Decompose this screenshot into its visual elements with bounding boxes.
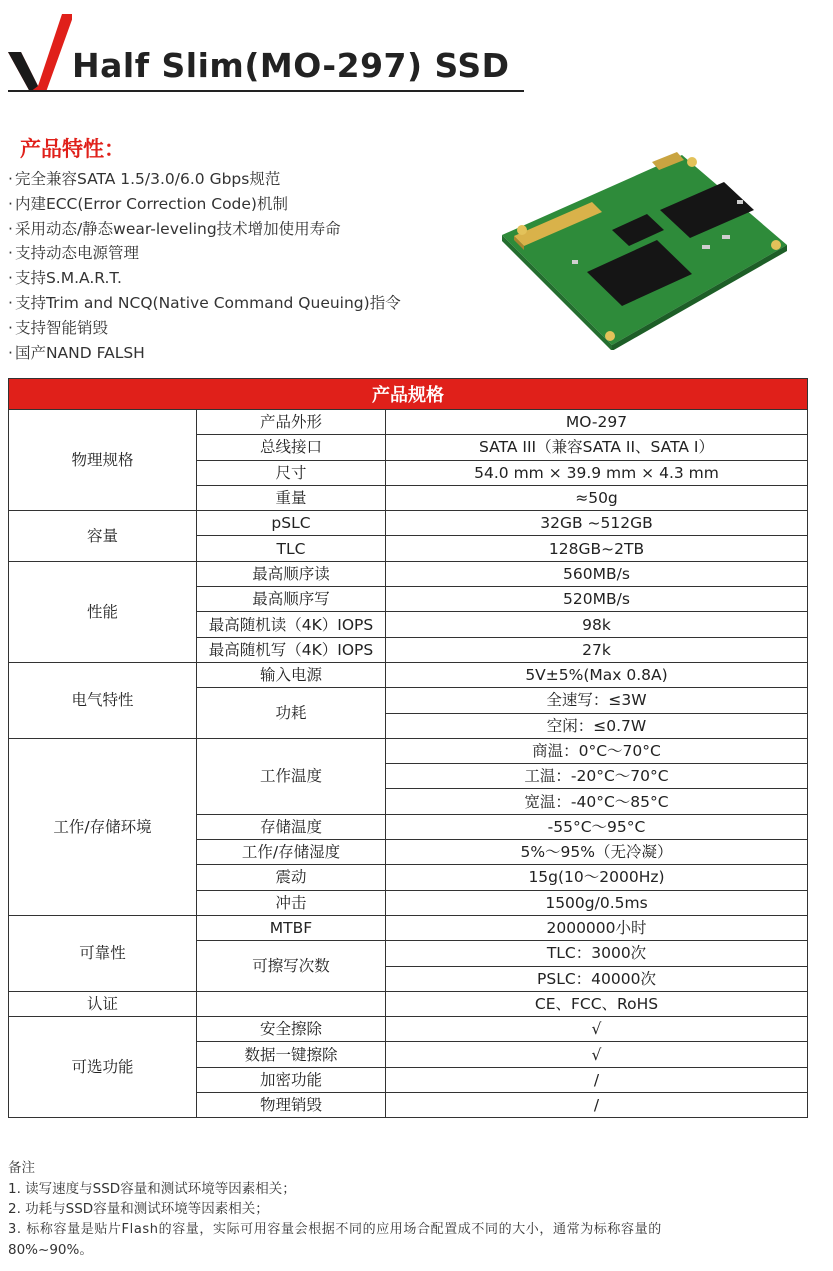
row-label: 冲击 — [197, 890, 386, 915]
row-label: 物理销毁 — [197, 1093, 386, 1118]
row-value: 宽温：-40°C～85°C — [386, 789, 808, 814]
row-value: 1500g/0.5ms — [386, 890, 808, 915]
row-value: TLC：3000次 — [386, 941, 808, 966]
row-label: 总线接口 — [197, 435, 386, 460]
row-label: 震动 — [197, 865, 386, 890]
row-label: 产品外形 — [197, 410, 386, 435]
row-value: ≈50g — [386, 485, 808, 510]
note-item: 80%~90%。 — [8, 1242, 93, 1258]
page-title: Half Slim(MO-297) SSD — [72, 46, 510, 85]
row-value: / — [386, 1067, 808, 1092]
group-label: 容量 — [9, 511, 197, 562]
row-label: 最高顺序读 — [197, 561, 386, 586]
row-value: 全速写：≤3W — [386, 688, 808, 713]
row-value: √ — [386, 1017, 808, 1042]
title-underline — [8, 90, 524, 92]
row-value: MO-297 — [386, 410, 808, 435]
group-label: 性能 — [9, 561, 197, 662]
row-label: MTBF — [197, 915, 386, 940]
row-label: 输入电源 — [197, 662, 386, 687]
row-label — [197, 991, 386, 1016]
row-label: 存储温度 — [197, 814, 386, 839]
row-value: 5V±5%(Max 0.8A) — [386, 662, 808, 687]
feature-item: · 支持Trim and NCQ(Native Command Queuing)指令 — [8, 291, 401, 316]
row-value: 工温：-20°C～70°C — [386, 764, 808, 789]
table-row — [9, 662, 808, 687]
row-label: 工作/存储湿度 — [197, 840, 386, 865]
row-label: 尺寸 — [197, 460, 386, 485]
row-value: PSLC：40000次 — [386, 966, 808, 991]
row-label: 数据一键擦除 — [197, 1042, 386, 1067]
row-label: 可擦写次数 — [197, 941, 386, 992]
feature-item: · 完全兼容SATA 1.5/3.0/6.0 Gbps规范 — [8, 167, 401, 192]
row-value: 128GB~2TB — [386, 536, 808, 561]
row-value: CE、FCC、RoHS — [386, 991, 808, 1016]
row-value: 560MB/s — [386, 561, 808, 586]
row-value: 520MB/s — [386, 587, 808, 612]
table-row — [9, 738, 808, 763]
row-value: 32GB ~512GB — [386, 511, 808, 536]
row-value: 商温：0°C～70°C — [386, 738, 808, 763]
note-item: 3. 标称容量是贴片Flash的容量，实际可用容量会根据不同的应用场合配置成不同的大小，通常为标称容量的 — [8, 1221, 662, 1237]
group-label: 工作/存储环境 — [9, 738, 197, 915]
ssd-product-image — [492, 150, 792, 350]
row-label: 最高随机写（4K）IOPS — [197, 637, 386, 662]
row-label: pSLC — [197, 511, 386, 536]
row-label: 功耗 — [197, 688, 386, 739]
table-row — [9, 991, 808, 1016]
table-row — [9, 410, 808, 435]
row-value: 54.0 mm × 39.9 mm × 4.3 mm — [386, 460, 808, 485]
row-label: TLC — [197, 536, 386, 561]
red-check-logo-icon — [8, 14, 72, 92]
table-row — [9, 561, 808, 586]
group-label: 认证 — [9, 991, 197, 1016]
features-heading: 产品特性： — [20, 137, 125, 161]
note-item: 2. 功耗与SSD容量和测试环境等因素相关； — [8, 1201, 269, 1217]
feature-item: · 国产NAND FALSH — [8, 341, 401, 366]
features-list — [8, 167, 401, 365]
row-label: 最高随机读（4K）IOPS — [197, 612, 386, 637]
notes-section — [8, 1158, 808, 1261]
feature-item: · 内建ECC(Error Correction Code)机制 — [8, 192, 401, 217]
row-label: 加密功能 — [197, 1067, 386, 1092]
row-value: SATA III（兼容SATA II、SATA Ⅰ） — [386, 435, 808, 460]
row-value: -55°C～95°C — [386, 814, 808, 839]
group-label: 电气特性 — [9, 662, 197, 738]
row-label: 最高顺序写 — [197, 587, 386, 612]
group-label: 可靠性 — [9, 915, 197, 991]
row-label: 安全擦除 — [197, 1017, 386, 1042]
row-value: 15g(10～2000Hz) — [386, 865, 808, 890]
note-item: 1. 读写速度与SSD容量和测试环境等因素相关； — [8, 1180, 296, 1197]
table-row — [9, 511, 808, 536]
feature-item: · 支持S.M.A.R.T. — [8, 266, 401, 291]
row-value: / — [386, 1093, 808, 1118]
row-value: 2000000小时 — [386, 915, 808, 940]
row-value: 5%～95%（无冷凝） — [386, 840, 808, 865]
table-row — [9, 915, 808, 940]
row-value: 空闲：≤0.7W — [386, 713, 808, 738]
feature-item: · 支持动态电源管理 — [8, 241, 401, 266]
spec-table-header: 产品规格 — [9, 379, 808, 410]
notes-title: 备注 — [8, 1160, 35, 1176]
row-value: √ — [386, 1042, 808, 1067]
spec-table — [8, 378, 808, 1118]
row-value: 27k — [386, 637, 808, 662]
row-value: 98k — [386, 612, 808, 637]
group-label: 可选功能 — [9, 1017, 197, 1118]
table-row — [9, 1017, 808, 1042]
row-label: 工作温度 — [197, 738, 386, 814]
feature-item: · 采用动态/静态wear-leveling技术增加使用寿命 — [8, 217, 401, 242]
group-label: 物理规格 — [9, 410, 197, 511]
feature-item: · 支持智能销毁 — [8, 316, 401, 341]
row-label: 重量 — [197, 485, 386, 510]
